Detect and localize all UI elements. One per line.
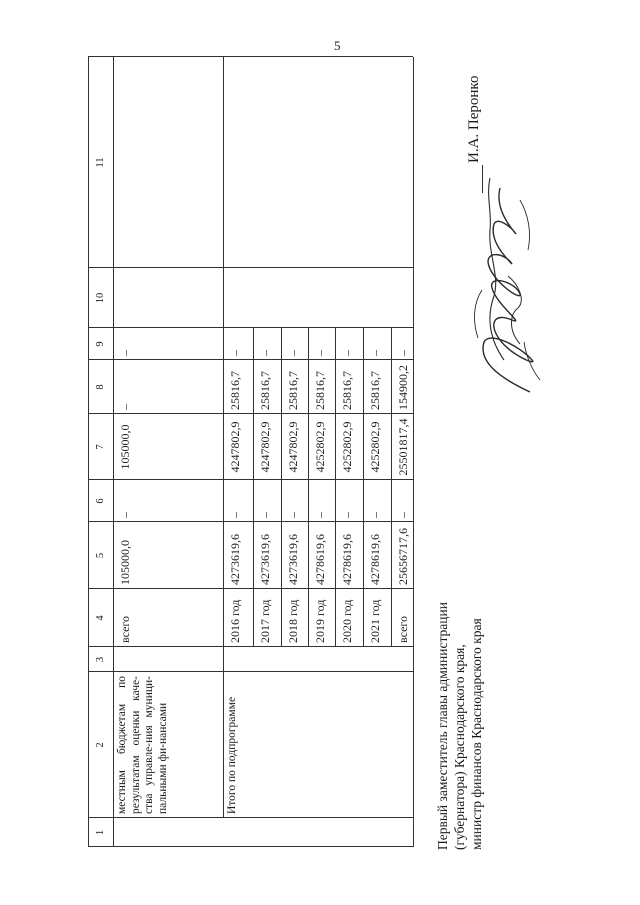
column-number-8: 8	[95, 384, 106, 390]
table-header-line	[113, 57, 114, 847]
table-column-line	[88, 646, 413, 647]
table-cell: 25816,7	[286, 371, 300, 410]
table-cell: –	[340, 350, 354, 356]
table-cell: 4278619,6	[313, 534, 327, 585]
table-cell: 2016 год	[228, 599, 242, 643]
table-cell: 25816,7	[340, 371, 354, 410]
table-cell: –	[286, 350, 300, 356]
table-cell: –	[118, 404, 132, 410]
table-border-top	[88, 57, 89, 847]
table-cell: 25816,7	[228, 371, 242, 410]
table-cell-description: местным бюджетам по результатам оценки каче-ства управле-ния муници-пальными фи-нансами	[116, 676, 170, 814]
table-cell: 4247802,9	[286, 421, 300, 473]
table-column-line	[88, 479, 413, 480]
table-cell: –	[396, 512, 410, 518]
table-cell: 2017 год	[258, 599, 272, 643]
table-cell: 4247802,9	[228, 421, 242, 473]
table-cell: 4273619,6	[258, 534, 272, 585]
table-column-line	[88, 817, 413, 818]
table-cell: –	[313, 350, 327, 356]
table-cell: –	[368, 512, 382, 518]
table-cell: 105000,0	[118, 540, 132, 585]
table-cell: 4278619,6	[340, 534, 354, 585]
handwritten-signature	[460, 150, 555, 400]
table-cell: –	[286, 512, 300, 518]
table-cell: –	[368, 350, 382, 356]
column-number-3: 3	[95, 656, 106, 663]
column-number-4: 4	[95, 615, 106, 621]
table-cell: 25501817,4	[396, 418, 410, 476]
column-number-9: 9	[95, 341, 106, 347]
table-column-line	[88, 413, 413, 414]
table-row-line	[363, 328, 364, 647]
table-row-line	[223, 57, 224, 818]
table-row-line	[308, 328, 309, 647]
table-cell: 154900,2	[396, 365, 410, 410]
table-cell: –	[118, 350, 132, 356]
table-column-line	[88, 359, 413, 360]
table-cell: 25816,7	[258, 371, 272, 410]
table-cell: –	[313, 512, 327, 518]
table-column-line	[88, 588, 413, 589]
table-cell-description: Итого по подпрограмме	[226, 696, 238, 814]
column-number-1: 1	[95, 829, 106, 836]
table-cell: –	[258, 512, 272, 518]
table-row-line	[335, 328, 336, 647]
table-cell: 4252802,9	[313, 421, 327, 473]
table-column-line	[88, 671, 413, 672]
column-number-6: 6	[95, 498, 106, 504]
table-cell: 2019 год	[313, 599, 327, 643]
table-cell: 25656717,6	[396, 528, 410, 585]
column-number-2: 2	[95, 742, 106, 748]
table-border-bottom	[413, 57, 414, 847]
table-cell: 25816,7	[313, 371, 327, 410]
signatory-block	[434, 602, 485, 850]
table-cell: 4247802,9	[258, 421, 272, 473]
signer-name: И.А. Перонко	[466, 75, 482, 163]
table-cell: 2018 год	[286, 599, 300, 643]
column-number-5: 5	[95, 552, 106, 559]
table-cell: 4278619,6	[368, 534, 382, 585]
table-row-line	[391, 328, 392, 647]
table-cell: 25816,7	[368, 371, 382, 410]
signature-dash	[482, 165, 483, 193]
table-row-line	[253, 328, 254, 647]
table-cell: –	[228, 350, 242, 356]
table-border-side	[88, 56, 413, 57]
table-cell: –	[340, 512, 354, 518]
table-cell: 2020 год	[340, 599, 354, 643]
table-cell: –	[228, 512, 242, 518]
column-number-11: 11	[95, 157, 106, 168]
table-cell: всего	[118, 615, 132, 643]
table-column-line	[88, 521, 413, 522]
signatory-title-line3: министр финансов Краснодарского края	[469, 618, 484, 850]
column-number-10: 10	[95, 292, 106, 304]
table-cell: –	[118, 512, 132, 518]
table-cell: –	[396, 350, 410, 356]
table-cell: 4273619,6	[228, 534, 242, 585]
table-column-line	[88, 267, 413, 268]
table-border-side	[88, 846, 413, 847]
table-cell: 4273619,6	[286, 534, 300, 585]
page-number: 5	[334, 38, 341, 53]
table-cell: всего	[396, 615, 410, 643]
table-cell: –	[258, 350, 272, 356]
signatory-title-line2: (губернатора) Краснодарского края,	[452, 644, 467, 850]
table-column-line	[88, 327, 413, 328]
table-row-line	[281, 328, 282, 647]
column-number-7: 7	[95, 444, 106, 450]
budget-table	[88, 57, 413, 847]
signatory-title-line1: Первый заместитель главы администрации	[435, 602, 450, 850]
table-cell: 105000,0	[118, 424, 132, 470]
table-cell: 4252802,9	[368, 421, 382, 473]
table-cell: 2021 год	[368, 599, 382, 643]
table-cell: 4252802,9	[340, 421, 354, 473]
